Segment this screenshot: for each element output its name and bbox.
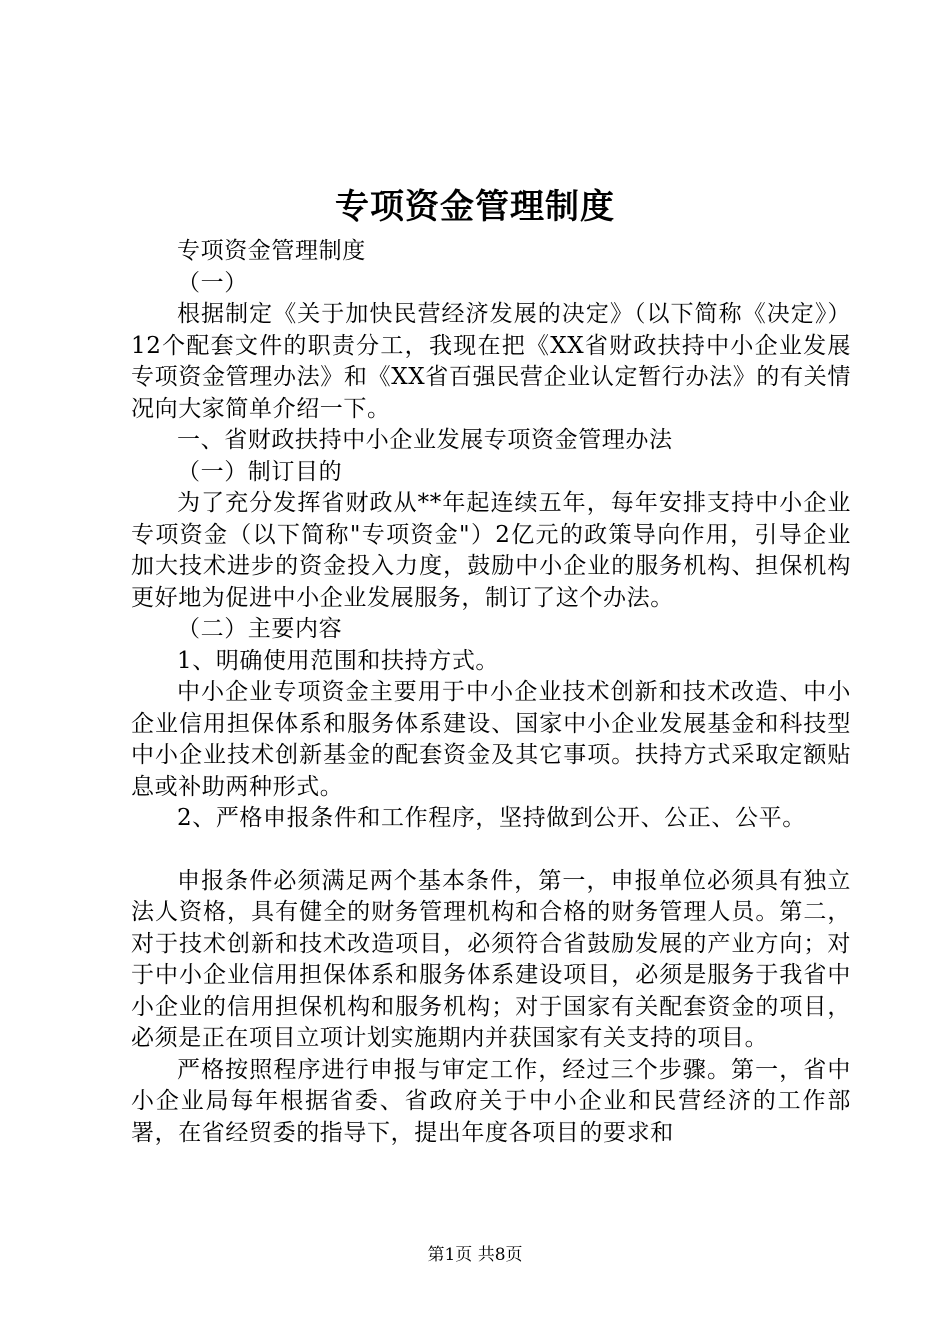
heading-purpose: （一）制订目的 bbox=[177, 458, 343, 485]
document-body bbox=[131, 236, 851, 1149]
paragraph-section-marker: （一） bbox=[177, 269, 248, 296]
paragraph-application-conditions: 申报条件必须满足两个基本条件，第一，申报单位必须具有独立法人资格，具有健全的财务管理机构和合格的财务管理人员。第二，对于技术创新和技术改造项目，必须符合省鼓励发展的产业方向；对于中小企业信用担保体系和服务体系建设项目，必须是服务于我省中小企业的信用担保机构和服务机构；对于国家有关配套资金的项目，必须是正在项目立项计划实施期内并获国家有关支持的项目。 bbox=[131, 867, 851, 1051]
paragraph-subtitle: 专项资金管理制度 bbox=[177, 238, 366, 264]
heading-item-one: 1、明确使用范围和扶持方式。 bbox=[177, 647, 500, 674]
heading-item-two: 2、严格申报条件和工作程序，坚持做到公开、公正、公平。 bbox=[177, 805, 806, 831]
document-title: 专项资金管理制度 bbox=[335, 187, 615, 227]
heading-main-content: （二）主要内容 bbox=[177, 616, 343, 642]
paragraph-purpose: 为了充分发挥省财政从**年起连续五年，每年安排支持中小企业专项资金（以下简称"专项资金"）2亿元的政策导向作用，引导企业加大技术进步的资金投入力度，鼓励中小企业的服务机构、担保机构更好地为促进中小企业发展服务，制订了这个办法。 bbox=[131, 490, 851, 611]
paragraph-usage-scope: 中小企业专项资金主要用于中小企业技术创新和技术改造、中小企业信用担保体系和服务体系建设、国家中小企业发展基金和科技型中小企业技术创新基金的配套资金及其它事项。扶持方式采取定额贴息或补助两种形式。 bbox=[131, 679, 851, 800]
paragraph-procedure: 严格按照程序进行申报与审定工作，经过三个步骤。第一，省中小企业局每年根据省委、省政府关于中小企业和民营经济的工作部署，在省经贸委的指导下，提出年度各项目的要求和 bbox=[131, 1056, 851, 1146]
heading-section-one: 一、省财政扶持中小企业发展专项资金管理办法 bbox=[177, 427, 673, 453]
page-number: 第1页 共8页 bbox=[427, 1245, 523, 1265]
paragraph-introduction: 根据制定《关于加快民营经济发展的决定》（以下简称《决定》）12个配套文件的职责分工，我现在把《XX省财政扶持中小企业发展专项资金管理办法》和《XX省百强民营企业认定暂行办法》的有关情况向大家简单介绍一下。 bbox=[131, 301, 851, 422]
